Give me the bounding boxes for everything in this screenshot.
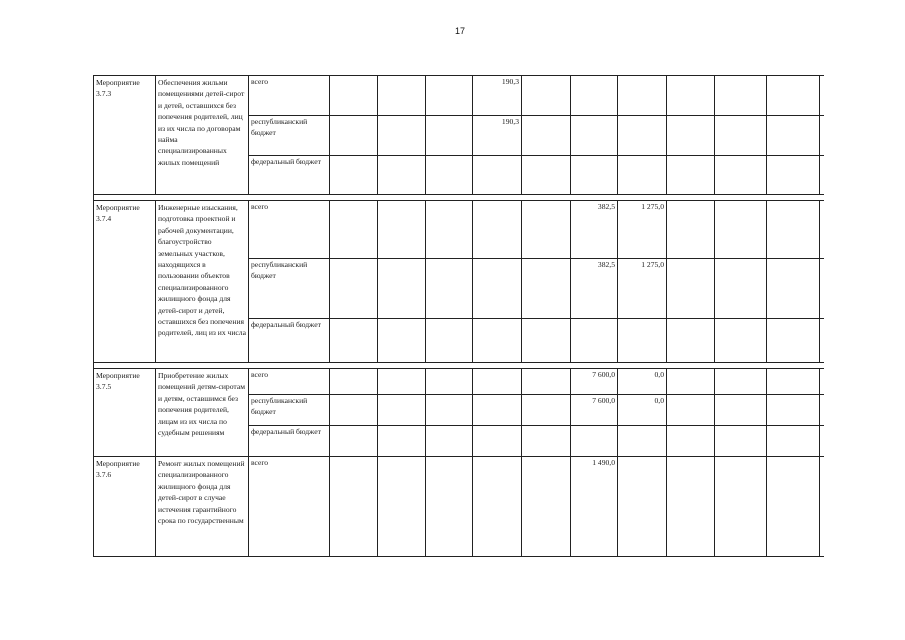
budget-table — [93, 75, 824, 557]
event-code: Мероприятие 3.7.4 — [94, 201, 156, 363]
budget-table-container — [93, 75, 824, 570]
table-row — [94, 201, 825, 259]
funding-source: республиканский бюджет — [249, 116, 330, 156]
table-row — [94, 457, 825, 557]
event-name: Инженерные изыскания, подготовка проектной и рабочей документации, благоустройство земельных участков, находящихся в пользовании объектов специализированного жилищного фонда для детей-сирот и детей, оставшихся без попечения родителей, лиц из их числа — [156, 201, 249, 363]
event-code: Мероприятие 3.7.5 — [94, 369, 156, 457]
event-code: Мероприятие 3.7.3 — [94, 76, 156, 195]
amount-cell: 7 600,0 — [571, 369, 618, 395]
funding-source: федеральный бюджет — [249, 319, 330, 363]
table-row — [94, 76, 825, 116]
funding-source: федеральный бюджет — [249, 156, 330, 195]
amount-cell: 0,0 — [618, 369, 667, 395]
page-number: 17 — [454, 26, 465, 36]
funding-source: всего — [249, 201, 330, 259]
amount-cell: 190,3 — [473, 116, 522, 156]
amount-cell: 382,5 — [571, 259, 618, 319]
event-name: Ремонт жилых помещений специализированного жилищного фонда для детей-сирот в случае истечения гарантийного срока по государственным — [156, 457, 249, 557]
event-name: Приобретение жилых помещений детям-сиротам и детям, оставшимся без попечения родителей, лицам из их числа по судебным решениям — [156, 369, 249, 457]
funding-source: всего — [249, 457, 330, 557]
amount-cell: 190,3 — [473, 76, 522, 116]
funding-source: всего — [249, 76, 330, 116]
funding-source: всего — [249, 369, 330, 395]
funding-source: республиканский бюджет — [249, 259, 330, 319]
amount-cell: 1 275,0 — [618, 259, 667, 319]
amount-cell: 382,5 — [571, 201, 618, 259]
amount-cell: 0,0 — [618, 395, 667, 426]
event-code: Мероприятие 3.7.6 — [94, 457, 156, 557]
event-name: Обеспечения жильми помещениями детей-сирот и детей, оставшихся без попечения родителей, лиц из их числа по договорам найма специализированных жилых помещений — [156, 76, 249, 195]
amount-cell: 1 490,0 — [571, 457, 618, 557]
funding-source: республиканский бюджет — [249, 395, 330, 426]
funding-source: федеральный бюджет — [249, 426, 330, 457]
table-row — [94, 369, 825, 395]
amount-cell: 1 275,0 — [618, 201, 667, 259]
amount-cell: 7 600,0 — [571, 395, 618, 426]
